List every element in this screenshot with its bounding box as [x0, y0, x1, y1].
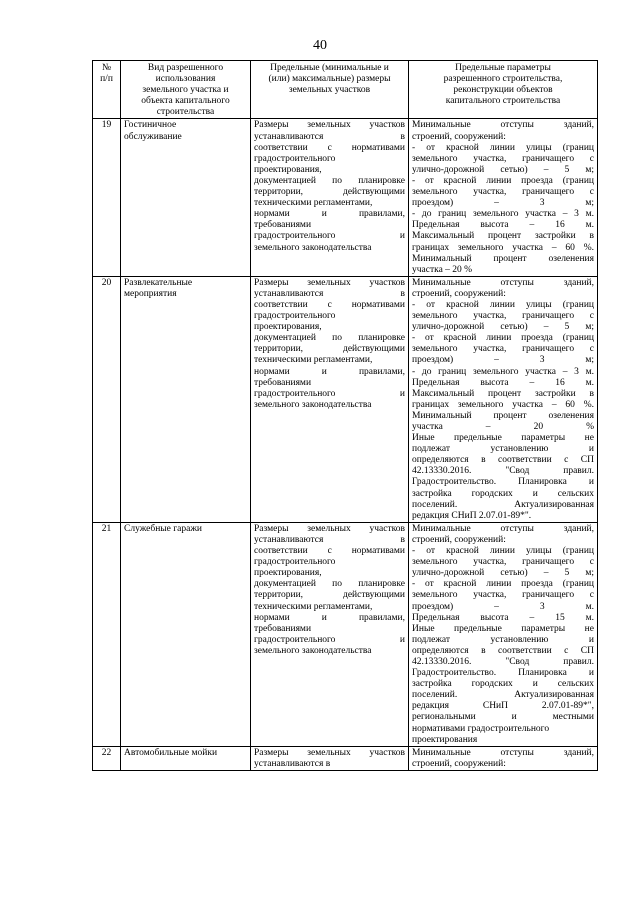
row-number: 19	[93, 119, 121, 276]
cell-line: земельного участка, граничащего с	[412, 311, 594, 322]
cell-line: объекта капитального	[141, 96, 230, 107]
cell-line: требованиями	[254, 220, 312, 231]
use-type	[121, 276, 251, 522]
cell-line: проектирования	[412, 734, 478, 745]
cell-line: проездом) – 3 м;	[412, 198, 594, 209]
cell-line: Минимальный процент озеленения	[412, 410, 594, 421]
cell-line: земельного участка, граничащего с	[412, 153, 594, 164]
cell-line: поселений. Актуализированная	[412, 499, 594, 510]
cell-line: документацией по планировке	[254, 175, 405, 186]
cell-line: Служебные гаражи	[124, 523, 202, 534]
cell-line: земельного участка, граничащего с	[412, 590, 594, 601]
cell-line: Градостроительство. Планировка и	[412, 477, 594, 488]
header-plot-size	[251, 61, 409, 119]
cell-line: земельных участков	[288, 85, 371, 96]
row-number: 21	[93, 522, 121, 746]
cell-line: Иные предельные параметры не	[412, 433, 594, 444]
cell-line: устанавливаются в	[254, 288, 405, 299]
cell-line: устанавливаются в	[254, 758, 331, 769]
cell-line: градостроительного и	[254, 388, 405, 399]
cell-line: нормами и правилами,	[254, 209, 405, 220]
cell-line: Максимальный процент застройки в	[412, 388, 594, 399]
cell-line: соответствии с нормативами	[254, 299, 405, 310]
cell-line: Размеры земельных участков	[254, 120, 405, 131]
build-params	[409, 119, 598, 276]
cell-line: строений, сооружений:	[412, 534, 506, 545]
cell-line: документацией по планировке	[254, 579, 405, 590]
cell-line: - от красной линии улицы (границ	[412, 299, 594, 310]
cell-line: участка – 20 %	[412, 264, 473, 275]
cell-line: Предельные параметры	[455, 63, 551, 73]
cell-line: мероприятия	[124, 288, 177, 299]
cell-line: земельного участка, граничащего с	[412, 187, 594, 198]
cell-line: Предельная высота – 16 м.	[412, 377, 594, 388]
plot-size	[251, 276, 409, 522]
cell-line: проездом) – 3 м.	[412, 601, 594, 612]
cell-line: Минимальные отступы зданий,	[412, 523, 594, 534]
cell-line: земельного законодательства	[254, 242, 372, 253]
table-body	[93, 119, 598, 770]
cell-line: - от красной линии проезда (границ	[412, 579, 594, 590]
cell-line: Минимальные отступы зданий,	[412, 120, 594, 131]
cell-line: Развлекательные	[124, 277, 193, 288]
page-number: 40	[313, 38, 327, 53]
header-build-params	[409, 61, 598, 119]
cell-line: Размеры земельных участков	[254, 747, 405, 758]
plot-size	[251, 746, 409, 770]
cell-line: - от красной линии улицы (границ	[412, 546, 594, 557]
cell-line: Предельная высота – 16 м.	[412, 220, 594, 231]
cell-line: нормами и правилами,	[254, 612, 405, 623]
build-params	[409, 276, 598, 522]
cell-line: Минимальные отступы зданий,	[412, 747, 594, 758]
cell-line: территории, действующими	[254, 344, 405, 355]
cell-line: застройка городских и сельских	[412, 488, 594, 499]
cell-line: Автомобильные мойки	[124, 747, 218, 758]
cell-line: строений, сооружений:	[412, 131, 506, 142]
cell-line: устанавливаются в	[254, 131, 405, 142]
table-row	[93, 746, 598, 770]
table-row	[93, 276, 598, 522]
use-type	[121, 746, 251, 770]
cell-line: использования	[155, 74, 216, 85]
cell-line: Размеры земельных участков	[254, 523, 405, 534]
cell-line: редакция СНиП 2.07.01-89*",	[412, 701, 594, 712]
cell-line: Минимальные отступы зданий,	[412, 277, 594, 288]
cell-line: улично-дорожной сетью) – 5 м;	[412, 322, 594, 333]
cell-line: проектирования,	[254, 322, 322, 333]
cell-line: проектирования,	[254, 568, 322, 579]
cell-line: техническими регламентами,	[254, 601, 373, 612]
cell-line: требованиями	[254, 623, 312, 634]
cell-line: территории, действующими	[254, 590, 405, 601]
cell-line: градостроительного	[254, 311, 336, 322]
cell-line: строений, сооружений:	[412, 288, 506, 299]
cell-line: поселений. Актуализированная	[412, 690, 594, 701]
cell-line: - до границ земельного участка – 3 м.	[412, 366, 594, 377]
cell-line: разрешенного строительства,	[443, 74, 563, 85]
cell-line: - от красной линии проезда (границ	[412, 175, 594, 186]
cell-line: земельного участка, граничащего с	[412, 557, 594, 568]
cell-line: градостроительного и	[254, 634, 405, 645]
cell-line: градостроительного	[254, 557, 336, 568]
build-params	[409, 746, 598, 770]
cell-line: региональными и местными	[412, 712, 594, 723]
cell-line: градостроительного и	[254, 231, 405, 242]
header-use-type	[121, 61, 251, 119]
cell-line: 42.13330.2016. "Свод правил.	[412, 466, 594, 477]
cell-line: реконструкции объектов	[453, 85, 553, 96]
cell-line: - до границ земельного участка – 3 м.	[412, 209, 594, 220]
cell-line: земельного законодательства	[254, 399, 372, 410]
cell-line: территории, действующими	[254, 187, 405, 198]
cell-line: Предельные (минимальные и	[270, 63, 389, 73]
table-row	[93, 522, 598, 746]
cell-line: редакция СНиП 2.07.01-89*".	[412, 510, 532, 521]
cell-line: границах земельного участка – 60 %.	[412, 242, 594, 253]
cell-line: проездом) – 3 м;	[412, 355, 594, 366]
land-use-table	[92, 60, 598, 771]
cell-line: градостроительного	[254, 153, 336, 164]
cell-line: определяются в соответствии с СП	[412, 645, 594, 656]
cell-line: №	[101, 63, 112, 73]
cell-line: техническими регламентами,	[254, 355, 373, 366]
plot-size	[251, 522, 409, 746]
row-number: 20	[93, 276, 121, 522]
cell-line: Минимальный процент озеленения	[412, 253, 594, 264]
cell-line: застройка городских и сельских	[412, 679, 594, 690]
cell-line: Градостроительство. Планировка и	[412, 668, 594, 679]
cell-line: Вид разрешенного	[147, 63, 224, 73]
cell-line: улично-дорожной сетью) – 5 м;	[412, 568, 594, 579]
cell-line: устанавливаются в	[254, 534, 405, 545]
cell-line: Гостиничное	[124, 120, 177, 131]
cell-line: подлежат установлению и	[412, 634, 594, 645]
build-params	[409, 522, 598, 746]
cell-line: документацией по планировке	[254, 333, 405, 344]
cell-line: соответствии с нормативами	[254, 142, 405, 153]
cell-line: Иные предельные параметры не	[412, 623, 594, 634]
cell-line: Предельная высота – 15 м.	[412, 612, 594, 623]
cell-line: Размеры земельных участков	[254, 277, 405, 288]
plot-size	[251, 119, 409, 276]
cell-line: капитального строительства	[445, 96, 561, 107]
cell-line: строений, сооружений:	[412, 758, 506, 769]
cell-line: соответствии с нормативами	[254, 546, 405, 557]
table-header-row	[93, 61, 598, 119]
cell-line: земельного участка, граничащего с	[412, 344, 594, 355]
cell-line: п/п	[100, 74, 113, 85]
cell-line: (или) максимальные) размеры	[268, 74, 391, 85]
cell-line: нормами и правилами,	[254, 366, 405, 377]
cell-line: требованиями	[254, 377, 312, 388]
use-type	[121, 119, 251, 276]
header-number	[93, 61, 121, 119]
row-number: 22	[93, 746, 121, 770]
cell-line: участка – 20 %	[412, 422, 594, 432]
cell-line: техническими регламентами,	[254, 198, 373, 209]
cell-line: обслуживание	[124, 131, 182, 142]
cell-line: земельного участка и	[142, 85, 229, 96]
use-type	[121, 522, 251, 746]
cell-line: нормативами градостроительного	[412, 723, 550, 734]
cell-line: подлежат установлению и	[412, 444, 594, 455]
cell-line: - от красной линии проезда (границ	[412, 333, 594, 344]
cell-line: 42.13330.2016. "Свод правил.	[412, 656, 594, 667]
cell-line: границах земельного участка – 60 %.	[412, 399, 594, 410]
table-row	[93, 119, 598, 276]
cell-line: строительства	[156, 107, 215, 118]
cell-line: земельного законодательства	[254, 645, 372, 656]
cell-line: - от красной линии улицы (границ	[412, 142, 594, 153]
cell-line: определяются в соответствии с СП	[412, 455, 594, 466]
cell-line: Максимальный процент застройки в	[412, 231, 594, 242]
cell-line: улично-дорожной сетью) – 5 м;	[412, 164, 594, 175]
cell-line: проектирования,	[254, 164, 322, 175]
